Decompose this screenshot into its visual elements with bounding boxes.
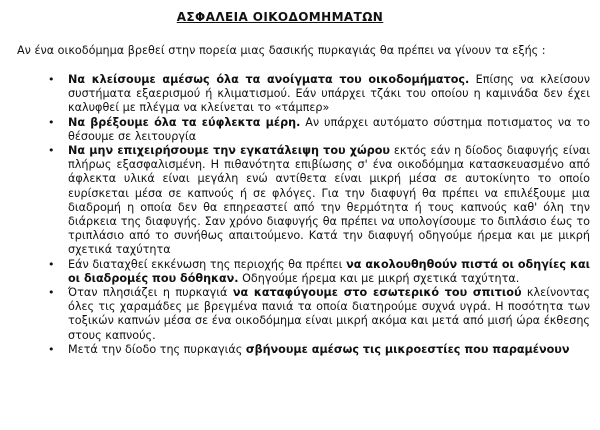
item-emphasis: Να μην επιχειρήσουμε την εγκατάλειψη του χώρου <box>68 144 390 158</box>
item-emphasis: να καταφύγουμε στο εσωτερικό του σπιτιού <box>232 286 522 300</box>
item-emphasis: Να κλείσουμε αμέσως όλα τα ανοίγματα του οικοδομήματος. <box>68 73 470 86</box>
intro-paragraph: Αν ένα οικοδόμημα βρεθεί στην πορεία μιας δασικής πυρκαγιάς θα πρέπει να γίνουν τα εξής : <box>17 44 546 57</box>
document-title: ΑΣΦΑΛΕΙΑ ΟΙΚΟΔΟΜΗΜΑΤΩΝ <box>176 10 384 24</box>
item-lead-text: Όταν πλησιάζει η πυρκαγιά <box>68 286 233 300</box>
list-item <box>0 116 590 144</box>
bullet-icon: • <box>48 286 55 300</box>
item-lead-text: Εάν διαταχθεί εκκένωση της περιοχής θα πρέπει <box>68 257 347 271</box>
bullet-icon: • <box>48 257 55 271</box>
item-lead-text: Μετά την δίοδο της πυρκαγιάς <box>68 342 246 356</box>
item-text: Οδηγούμε ήρεμα και με μικρή σχετικά ταχύτητα. <box>238 271 520 285</box>
list-item <box>0 343 590 357</box>
list-item <box>0 73 590 116</box>
bullet-icon: • <box>48 115 55 129</box>
item-text: Επίσης να κλείσουν συστήματα εξαερισμού ή κλιματισμού. Εάν υπάρχει τζάκι του οποίου η καμινάδα δεν έχει καλυφθεί με πλέγμα να κλείνεται το «τάμπερ» <box>68 73 590 115</box>
item-emphasis: Να βρέξουμε όλα τα εύφλεκτα μέρη. <box>68 115 301 129</box>
list-item <box>0 144 590 258</box>
list-item <box>0 258 590 286</box>
item-emphasis: να ακολουθηθούν πιστά οι οδηγίες και οι διαδρομές που δόθηκαν. <box>68 257 590 285</box>
item-emphasis: σβήνουμε αμέσως τις μικροεστίες που παραμένουν <box>245 342 570 356</box>
item-text: Αν υπάρχει αυτόματο σύστημα ποτισματος να το θέσουμε σε λειτουργία <box>68 115 590 143</box>
bullet-icon: • <box>48 73 55 86</box>
safety-list <box>0 73 590 357</box>
item-text: κλείνοντας όλες τις χαραμάδες με βρεγμένα πανιά τα οποία διατηρούμε συχνά υγρά. Η ποσότητα των τοξικών καπνών μέσα σε ένα οικοδόμημα είναι μικρή ακόμα και μετά από μισή ώρα έκθεσης στους καπνούς. <box>68 286 590 342</box>
bullet-icon: • <box>48 144 55 158</box>
item-text: εκτός εάν η δίοδος διαφυγής είναι πλήρως εξασφαλισμένη. Η πιθανότητα επιβίωσης σ' ένα οικοδόμημα κατασκευασμένο από άφλεκτα υλικά είναι μεγάλη ενώ αντίθετα είναι μικρή μέσα σε αυτοκίνητο το οποίο ευρίσκεται μέσα σε καπνούς ή σε φλόγες. Για την διαφυγή θα πρέπει να επιλέξουμε μια διαδρομή η οποία δεν θα επηρεαστεί από την θερμότητα ή τους καπνούς καθ' όλη την διάρκεια της διαφυγής. Σαν χρόνο διαφυγής θα πρέπει να υπολογίσουμε το διπλάσιο έως το τριπλάσιο από το συνήθως απαιτούμενο. Κατά την διαφυγή οδηγούμε ήρεμα και με μικρή σχετικά ταχύτητα <box>68 144 590 257</box>
list-item <box>0 286 590 343</box>
bullet-icon: • <box>48 342 55 356</box>
